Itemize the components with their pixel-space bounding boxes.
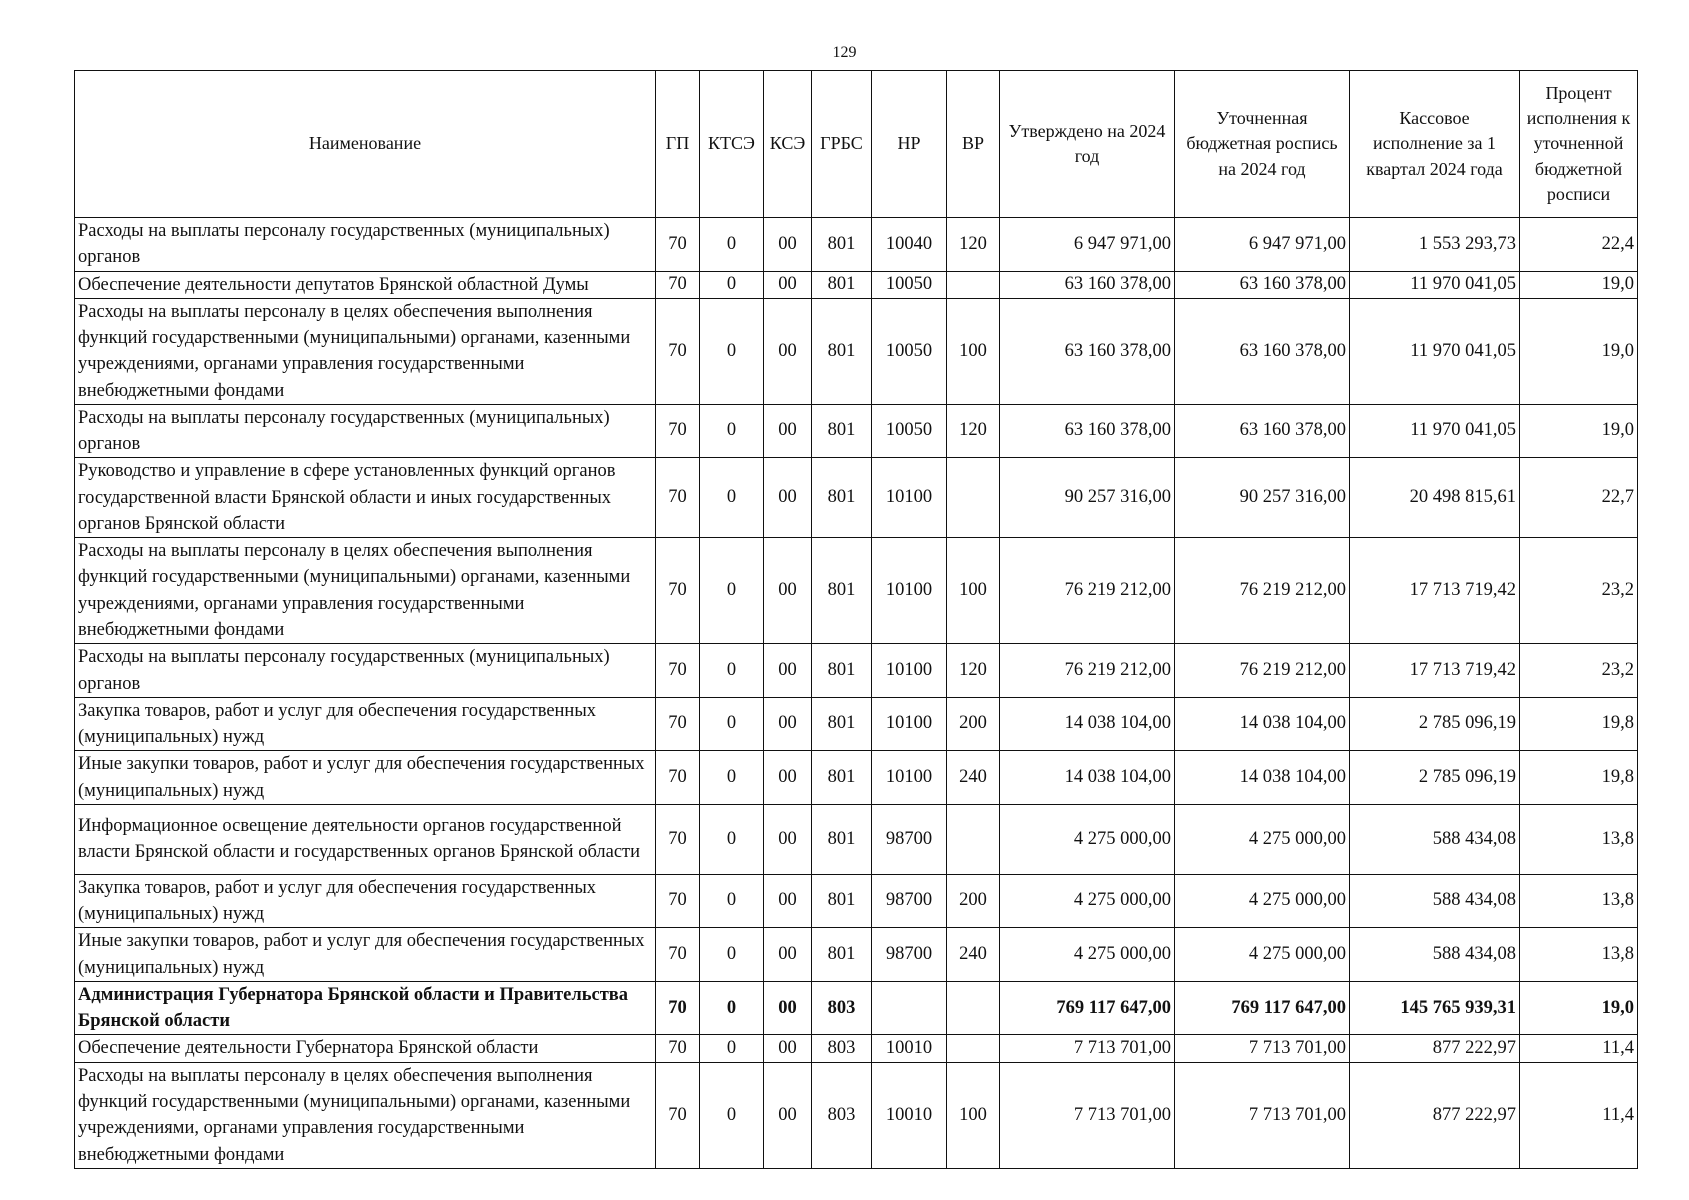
header-cash: Кассовое исполнение за 1 квартал 2024 года bbox=[1350, 71, 1520, 218]
cell-kse: 00 bbox=[764, 644, 812, 698]
cell-percent: 22,4 bbox=[1520, 218, 1638, 272]
cell-grbs: 803 bbox=[812, 1035, 872, 1062]
table-row bbox=[75, 298, 1638, 404]
cell-refined: 76 219 212,00 bbox=[1175, 644, 1350, 698]
cell-ktse: 0 bbox=[700, 874, 764, 928]
cell-approved: 7 713 701,00 bbox=[1000, 1035, 1175, 1062]
cell-gp: 70 bbox=[656, 804, 700, 874]
header-percent: Процент исполнения к уточненной бюджетной росписи bbox=[1520, 71, 1638, 218]
cell-ktse: 0 bbox=[700, 1035, 764, 1062]
cell-grbs: 803 bbox=[812, 1062, 872, 1168]
cell-vr bbox=[947, 271, 1000, 298]
cell-approved: 14 038 104,00 bbox=[1000, 751, 1175, 805]
cell-ktse: 0 bbox=[700, 644, 764, 698]
cell-ktse: 0 bbox=[700, 271, 764, 298]
cell-gp: 70 bbox=[656, 644, 700, 698]
cell-gp: 70 bbox=[656, 1062, 700, 1168]
table-row bbox=[75, 981, 1638, 1035]
cell-cash: 877 222,97 bbox=[1350, 1035, 1520, 1062]
cell-name: Иные закупки товаров, работ и услуг для обеспечения государственных (муниципальных) нужд bbox=[75, 751, 656, 805]
table-row bbox=[75, 1035, 1638, 1062]
header-name: Наименование bbox=[75, 71, 656, 218]
cell-gp: 70 bbox=[656, 271, 700, 298]
cell-ktse: 0 bbox=[700, 928, 764, 982]
cell-nr: 10050 bbox=[872, 271, 947, 298]
cell-percent: 22,7 bbox=[1520, 458, 1638, 538]
cell-vr: 200 bbox=[947, 874, 1000, 928]
cell-grbs: 801 bbox=[812, 644, 872, 698]
header-grbs: ГРБС bbox=[812, 71, 872, 218]
cell-vr bbox=[947, 981, 1000, 1035]
cell-nr: 10100 bbox=[872, 538, 947, 644]
table-row bbox=[75, 404, 1638, 458]
cell-kse: 00 bbox=[764, 981, 812, 1035]
cell-approved: 769 117 647,00 bbox=[1000, 981, 1175, 1035]
cell-vr bbox=[947, 458, 1000, 538]
cell-name: Закупка товаров, работ и услуг для обеспечения государственных (муниципальных) нужд bbox=[75, 697, 656, 751]
cell-cash: 17 713 719,42 bbox=[1350, 644, 1520, 698]
cell-vr: 100 bbox=[947, 1062, 1000, 1168]
cell-name: Закупка товаров, работ и услуг для обеспечения государственных (муниципальных) нужд bbox=[75, 874, 656, 928]
cell-nr: 10040 bbox=[872, 218, 947, 272]
header-nr: НР bbox=[872, 71, 947, 218]
cell-ktse: 0 bbox=[700, 697, 764, 751]
cell-gp: 70 bbox=[656, 298, 700, 404]
cell-nr bbox=[872, 981, 947, 1035]
cell-vr: 240 bbox=[947, 928, 1000, 982]
header-vr: ВР bbox=[947, 71, 1000, 218]
cell-ktse: 0 bbox=[700, 804, 764, 874]
cell-refined: 6 947 971,00 bbox=[1175, 218, 1350, 272]
table-row bbox=[75, 218, 1638, 272]
table-row bbox=[75, 538, 1638, 644]
cell-refined: 4 275 000,00 bbox=[1175, 874, 1350, 928]
cell-name: Расходы на выплаты персоналу в целях обеспечения выполнения функций государственными (муниципальными) органами, казенными учреждениями, органами управления государственными внебюджетными фондами bbox=[75, 298, 656, 404]
cell-nr: 10100 bbox=[872, 697, 947, 751]
cell-percent: 19,8 bbox=[1520, 697, 1638, 751]
cell-kse: 00 bbox=[764, 928, 812, 982]
cell-vr bbox=[947, 804, 1000, 874]
cell-kse: 00 bbox=[764, 271, 812, 298]
cell-nr: 10100 bbox=[872, 458, 947, 538]
cell-ktse: 0 bbox=[700, 404, 764, 458]
cell-cash: 2 785 096,19 bbox=[1350, 697, 1520, 751]
cell-percent: 13,8 bbox=[1520, 874, 1638, 928]
cell-grbs: 801 bbox=[812, 218, 872, 272]
cell-refined: 63 160 378,00 bbox=[1175, 404, 1350, 458]
cell-approved: 76 219 212,00 bbox=[1000, 644, 1175, 698]
cell-nr: 10010 bbox=[872, 1035, 947, 1062]
cell-approved: 4 275 000,00 bbox=[1000, 928, 1175, 982]
budget-table bbox=[74, 70, 1638, 1169]
cell-grbs: 801 bbox=[812, 271, 872, 298]
cell-grbs: 801 bbox=[812, 928, 872, 982]
table-header-row bbox=[75, 71, 1638, 218]
cell-grbs: 801 bbox=[812, 697, 872, 751]
cell-grbs: 801 bbox=[812, 404, 872, 458]
table-row bbox=[75, 804, 1638, 874]
table-row bbox=[75, 271, 1638, 298]
cell-kse: 00 bbox=[764, 1062, 812, 1168]
cell-name: Расходы на выплаты персоналу государственных (муниципальных) органов bbox=[75, 404, 656, 458]
cell-vr: 100 bbox=[947, 298, 1000, 404]
cell-cash: 20 498 815,61 bbox=[1350, 458, 1520, 538]
cell-kse: 00 bbox=[764, 458, 812, 538]
cell-nr: 10010 bbox=[872, 1062, 947, 1168]
cell-grbs: 803 bbox=[812, 981, 872, 1035]
cell-gp: 70 bbox=[656, 404, 700, 458]
cell-gp: 70 bbox=[656, 218, 700, 272]
cell-percent: 23,2 bbox=[1520, 538, 1638, 644]
cell-cash: 11 970 041,05 bbox=[1350, 271, 1520, 298]
cell-nr: 10100 bbox=[872, 644, 947, 698]
cell-cash: 145 765 939,31 bbox=[1350, 981, 1520, 1035]
cell-refined: 76 219 212,00 bbox=[1175, 538, 1350, 644]
table-row bbox=[75, 644, 1638, 698]
cell-grbs: 801 bbox=[812, 458, 872, 538]
cell-gp: 70 bbox=[656, 981, 700, 1035]
cell-ktse: 0 bbox=[700, 538, 764, 644]
cell-ktse: 0 bbox=[700, 751, 764, 805]
cell-percent: 13,8 bbox=[1520, 928, 1638, 982]
header-kse: КСЭ bbox=[764, 71, 812, 218]
cell-percent: 19,8 bbox=[1520, 751, 1638, 805]
cell-refined: 7 713 701,00 bbox=[1175, 1035, 1350, 1062]
cell-vr: 100 bbox=[947, 538, 1000, 644]
table-row bbox=[75, 458, 1638, 538]
cell-ktse: 0 bbox=[700, 981, 764, 1035]
cell-vr bbox=[947, 1035, 1000, 1062]
page-number: 129 bbox=[832, 44, 857, 61]
header-refined: Уточненная бюджетная роспись на 2024 год bbox=[1175, 71, 1350, 218]
cell-ktse: 0 bbox=[700, 218, 764, 272]
cell-name: Обеспечение деятельности Губернатора Брянской области bbox=[75, 1035, 656, 1062]
cell-ktse: 0 bbox=[700, 1062, 764, 1168]
cell-percent: 19,0 bbox=[1520, 271, 1638, 298]
cell-cash: 2 785 096,19 bbox=[1350, 751, 1520, 805]
table-row bbox=[75, 1062, 1638, 1168]
cell-vr: 120 bbox=[947, 404, 1000, 458]
cell-grbs: 801 bbox=[812, 298, 872, 404]
table-row bbox=[75, 928, 1638, 982]
cell-name: Расходы на выплаты персоналу государственных (муниципальных) органов bbox=[75, 644, 656, 698]
cell-refined: 4 275 000,00 bbox=[1175, 928, 1350, 982]
header-gp: ГП bbox=[656, 71, 700, 218]
cell-approved: 76 219 212,00 bbox=[1000, 538, 1175, 644]
cell-kse: 00 bbox=[764, 751, 812, 805]
cell-cash: 588 434,08 bbox=[1350, 874, 1520, 928]
cell-approved: 63 160 378,00 bbox=[1000, 404, 1175, 458]
cell-grbs: 801 bbox=[812, 538, 872, 644]
cell-vr: 200 bbox=[947, 697, 1000, 751]
cell-grbs: 801 bbox=[812, 874, 872, 928]
cell-vr: 120 bbox=[947, 218, 1000, 272]
cell-refined: 63 160 378,00 bbox=[1175, 271, 1350, 298]
cell-nr: 98700 bbox=[872, 928, 947, 982]
cell-kse: 00 bbox=[764, 404, 812, 458]
cell-name: Обеспечение деятельности депутатов Брянской областной Думы bbox=[75, 271, 656, 298]
cell-refined: 769 117 647,00 bbox=[1175, 981, 1350, 1035]
cell-gp: 70 bbox=[656, 1035, 700, 1062]
cell-approved: 63 160 378,00 bbox=[1000, 298, 1175, 404]
cell-cash: 11 970 041,05 bbox=[1350, 298, 1520, 404]
cell-approved: 7 713 701,00 bbox=[1000, 1062, 1175, 1168]
cell-cash: 877 222,97 bbox=[1350, 1062, 1520, 1168]
cell-percent: 23,2 bbox=[1520, 644, 1638, 698]
cell-grbs: 801 bbox=[812, 804, 872, 874]
cell-gp: 70 bbox=[656, 538, 700, 644]
cell-percent: 11,4 bbox=[1520, 1035, 1638, 1062]
cell-cash: 588 434,08 bbox=[1350, 804, 1520, 874]
cell-kse: 00 bbox=[764, 218, 812, 272]
cell-name: Информационное освещение деятельности органов государственной власти Брянской области и государственных органов Брянской области bbox=[75, 804, 656, 874]
cell-cash: 588 434,08 bbox=[1350, 928, 1520, 982]
cell-gp: 70 bbox=[656, 458, 700, 538]
cell-grbs: 801 bbox=[812, 751, 872, 805]
table-row bbox=[75, 874, 1638, 928]
cell-kse: 00 bbox=[764, 1035, 812, 1062]
cell-name: Расходы на выплаты персоналу государственных (муниципальных) органов bbox=[75, 218, 656, 272]
cell-approved: 63 160 378,00 bbox=[1000, 271, 1175, 298]
cell-nr: 10100 bbox=[872, 751, 947, 805]
cell-refined: 14 038 104,00 bbox=[1175, 751, 1350, 805]
cell-percent: 11,4 bbox=[1520, 1062, 1638, 1168]
cell-approved: 90 257 316,00 bbox=[1000, 458, 1175, 538]
header-approved: Утверждено на 2024 год bbox=[1000, 71, 1175, 218]
cell-name: Администрация Губернатора Брянской области и Правительства Брянской области bbox=[75, 981, 656, 1035]
cell-name: Руководство и управление в сфере установленных функций органов государственной власти Брянской области и иных государственных органов Брянской области bbox=[75, 458, 656, 538]
cell-cash: 17 713 719,42 bbox=[1350, 538, 1520, 644]
cell-vr: 240 bbox=[947, 751, 1000, 805]
cell-name: Иные закупки товаров, работ и услуг для обеспечения государственных (муниципальных) нужд bbox=[75, 928, 656, 982]
cell-refined: 90 257 316,00 bbox=[1175, 458, 1350, 538]
header-ktse: КТСЭ bbox=[700, 71, 764, 218]
cell-approved: 4 275 000,00 bbox=[1000, 804, 1175, 874]
cell-approved: 4 275 000,00 bbox=[1000, 874, 1175, 928]
cell-kse: 00 bbox=[764, 298, 812, 404]
cell-nr: 10050 bbox=[872, 298, 947, 404]
cell-refined: 4 275 000,00 bbox=[1175, 804, 1350, 874]
cell-nr: 98700 bbox=[872, 804, 947, 874]
cell-gp: 70 bbox=[656, 751, 700, 805]
table-body bbox=[75, 218, 1638, 1169]
cell-refined: 7 713 701,00 bbox=[1175, 1062, 1350, 1168]
cell-kse: 00 bbox=[764, 874, 812, 928]
cell-percent: 13,8 bbox=[1520, 804, 1638, 874]
cell-ktse: 0 bbox=[700, 298, 764, 404]
cell-gp: 70 bbox=[656, 928, 700, 982]
table-row bbox=[75, 751, 1638, 805]
cell-refined: 63 160 378,00 bbox=[1175, 298, 1350, 404]
cell-kse: 00 bbox=[764, 538, 812, 644]
cell-vr: 120 bbox=[947, 644, 1000, 698]
cell-cash: 1 553 293,73 bbox=[1350, 218, 1520, 272]
cell-percent: 19,0 bbox=[1520, 404, 1638, 458]
table-row bbox=[75, 697, 1638, 751]
cell-name: Расходы на выплаты персоналу в целях обеспечения выполнения функций государственными (муниципальными) органами, казенными учреждениями, органами управления государственными внебюджетными фондами bbox=[75, 1062, 656, 1168]
cell-percent: 19,0 bbox=[1520, 981, 1638, 1035]
cell-approved: 14 038 104,00 bbox=[1000, 697, 1175, 751]
cell-approved: 6 947 971,00 bbox=[1000, 218, 1175, 272]
cell-nr: 10050 bbox=[872, 404, 947, 458]
cell-cash: 11 970 041,05 bbox=[1350, 404, 1520, 458]
cell-nr: 98700 bbox=[872, 874, 947, 928]
cell-ktse: 0 bbox=[700, 458, 764, 538]
cell-gp: 70 bbox=[656, 874, 700, 928]
cell-gp: 70 bbox=[656, 697, 700, 751]
cell-name: Расходы на выплаты персоналу в целях обеспечения выполнения функций государственными (муниципальными) органами, казенными учреждениями, органами управления государственными внебюджетными фондами bbox=[75, 538, 656, 644]
cell-kse: 00 bbox=[764, 804, 812, 874]
cell-percent: 19,0 bbox=[1520, 298, 1638, 404]
cell-kse: 00 bbox=[764, 697, 812, 751]
cell-refined: 14 038 104,00 bbox=[1175, 697, 1350, 751]
